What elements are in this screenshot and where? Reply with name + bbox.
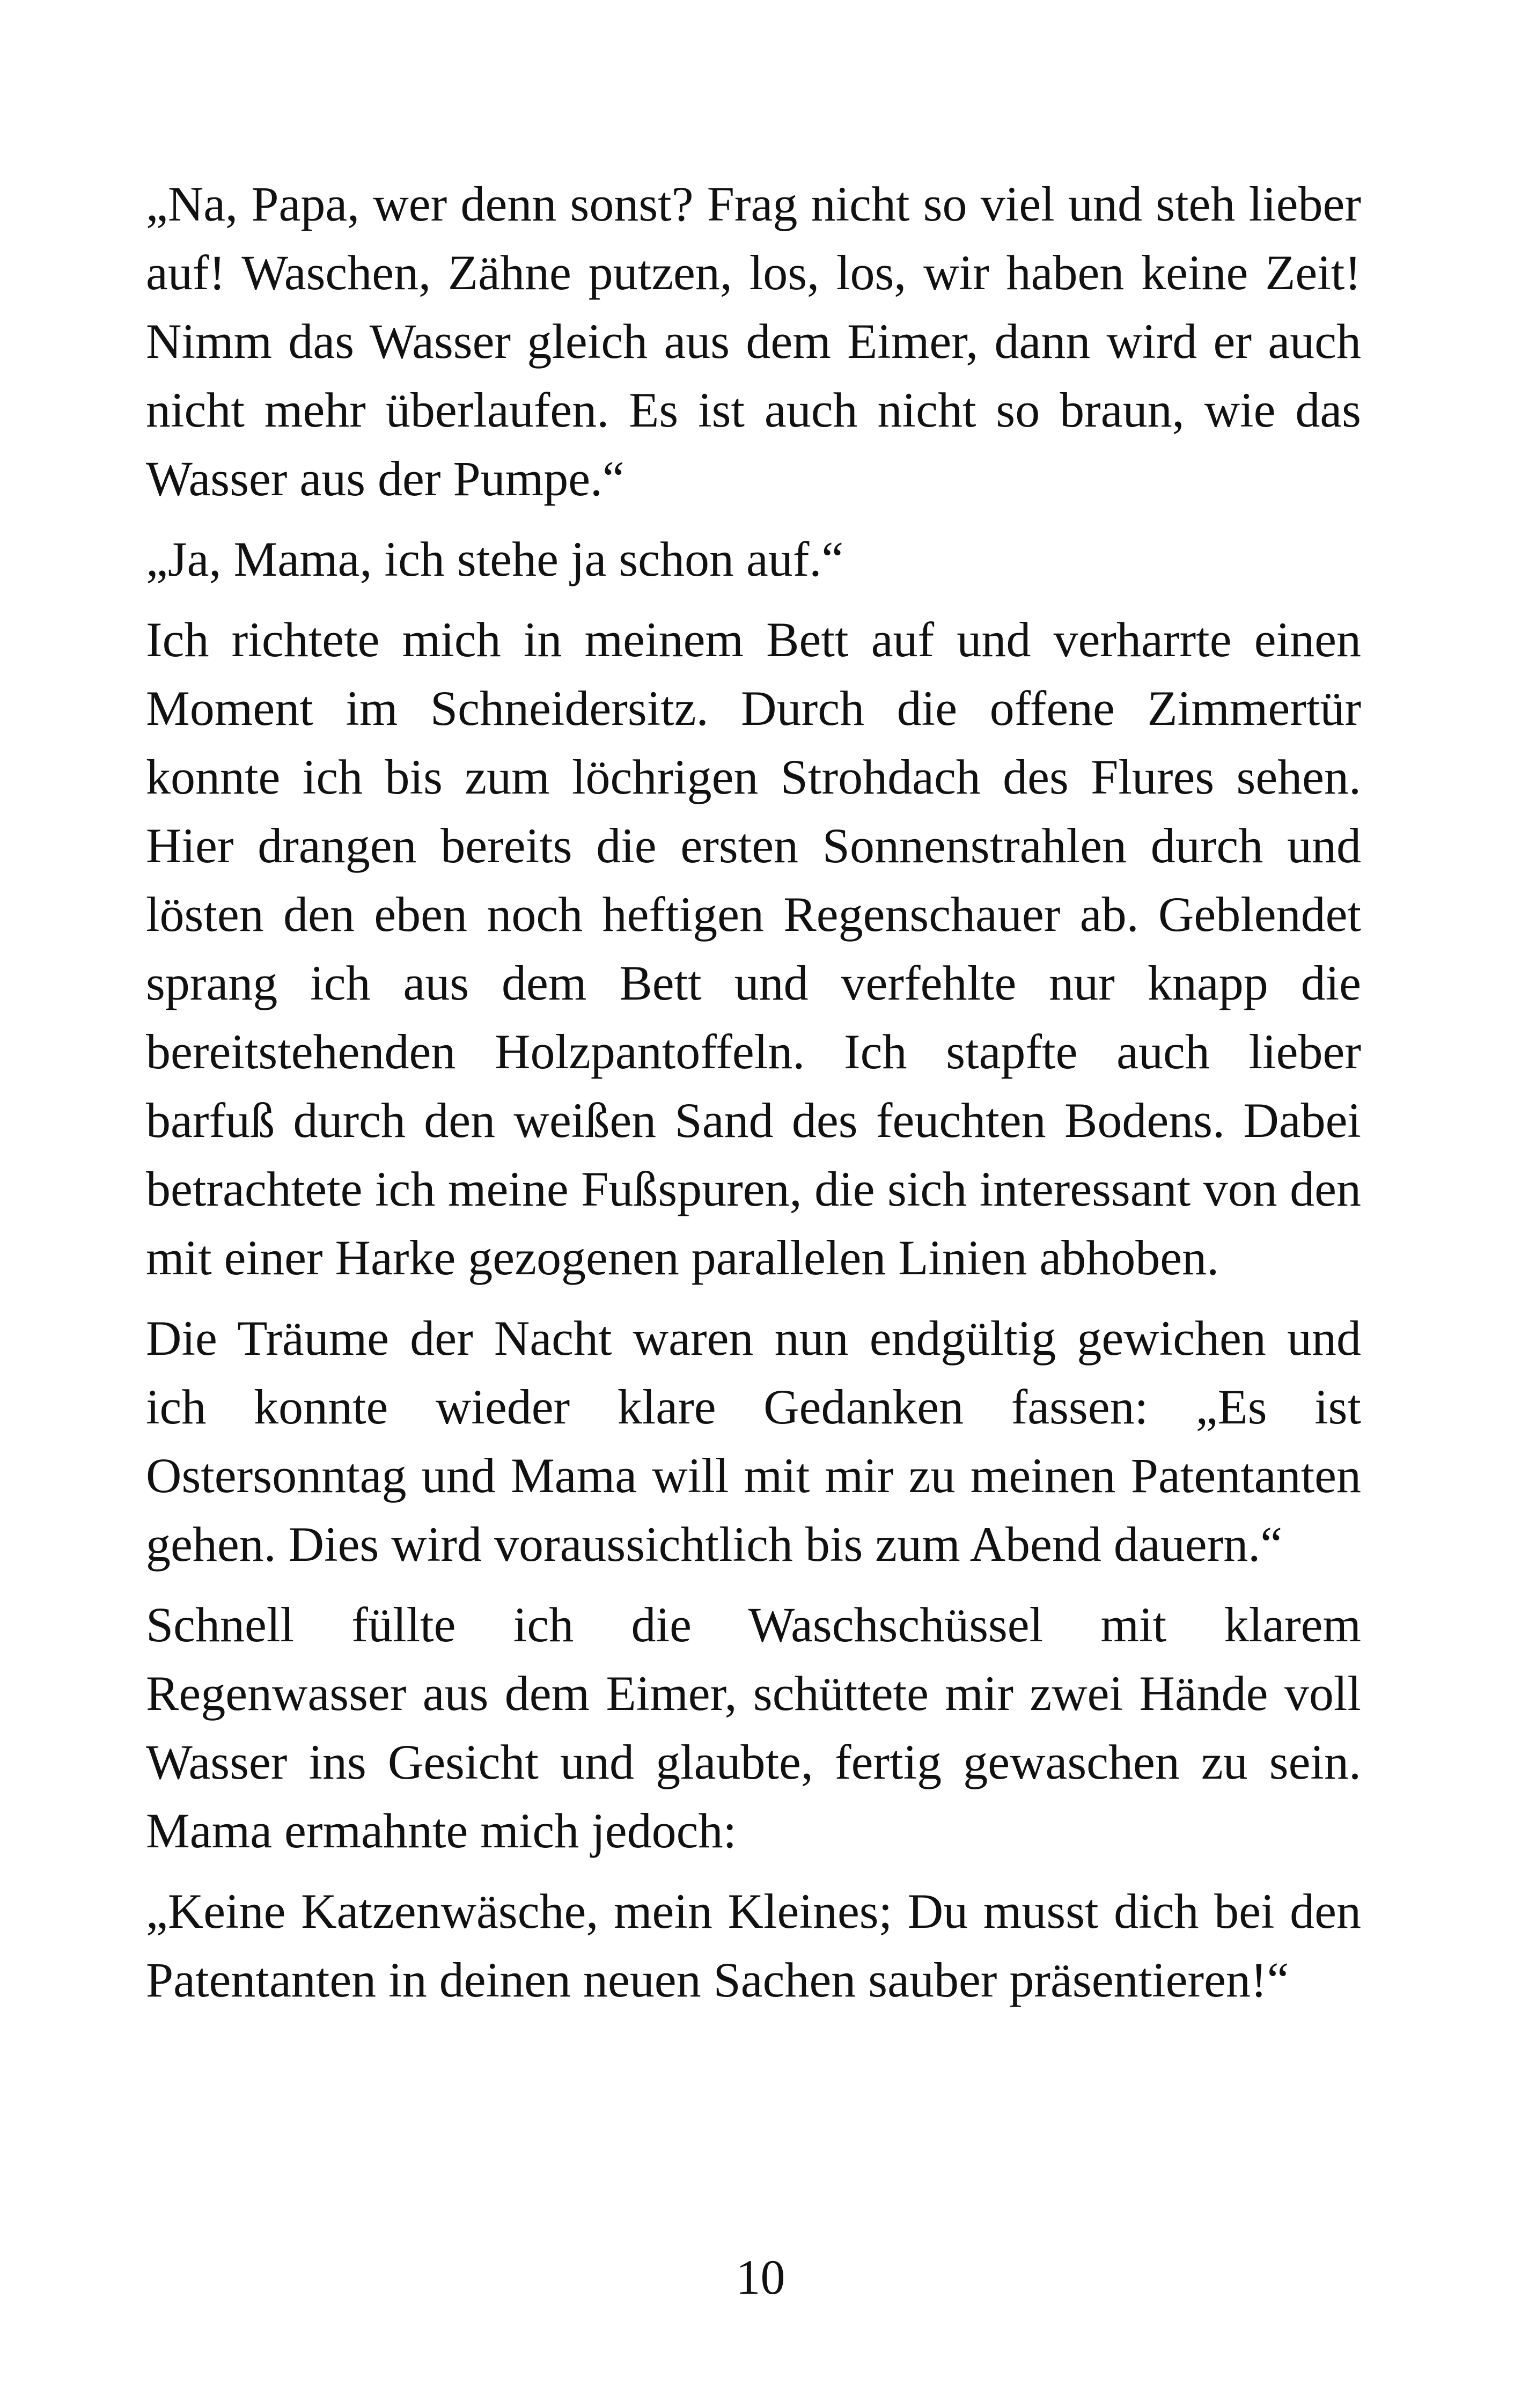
paragraph-getting-up: Ich richtete mich in meinem Bett auf und verharrte einen Moment im Schneidersitz. Durch die offene Zimmertür konnte ich bis zum löchrigen Strohdach des Flures sehen. Hier drangen bereits die ersten Sonnenstrahlen durch und lösten den eben noch heftigen Regenschauer ab. Geblendet sprang ich aus dem Bett und verfehlte nur knapp die bereitstehenden Holzpantoffeln. Ich stapfte auch lieber barfuß durch den weißen Sand des feuchten Bodens. Dabei betrachtete ich meine Fußspuren, die sich interessant von den mit einer Harke gezogenen parallelen Linien abhoben.: [146, 612, 1361, 1285]
paragraph-dialogue-warning: „Keine Katzenwäsche, mein Kleines; Du musst dich bei den Patentanten in deinen neuen Sachen sauber präsentieren!“: [146, 1884, 1361, 2007]
paragraph-washing: Schnell füllte ich die Waschschüssel mit klarem Regenwasser aus dem Eimer, schüttete mir zwei Hände voll Wasser ins Gesicht und glaubte, fertig gewaschen zu sein. Mama ermahnte mich jedoch:: [146, 1597, 1361, 1858]
body-text: [146, 170, 1361, 2026]
paragraph-dialogue-reply: „Ja, Mama, ich stehe ja schon auf.“: [146, 532, 844, 586]
paragraph-dialogue-mama: „Na, Papa, wer denn sonst? Frag nicht so viel und steh lieber auf! Waschen, Zähne putzen, los, los, wir haben keine Zeit! Nimm das Wasser gleich aus dem Eimer, dann wird er auch nicht mehr überlaufen. Es ist auch nicht so braun, wie das Wasser aus der Pumpe.“: [146, 177, 1361, 506]
page-number: 10: [736, 2250, 785, 2304]
paragraph-easter-thoughts: Die Träume der Nacht waren nun endgültig gewichen und ich konnte wieder klare Gedanken fassen: „Es ist Ostersonntag und Mama will mit mir zu meinen Patentanten gehen. Dies wird voraussichtlich bis zum Abend dauern.“: [146, 1311, 1361, 1572]
